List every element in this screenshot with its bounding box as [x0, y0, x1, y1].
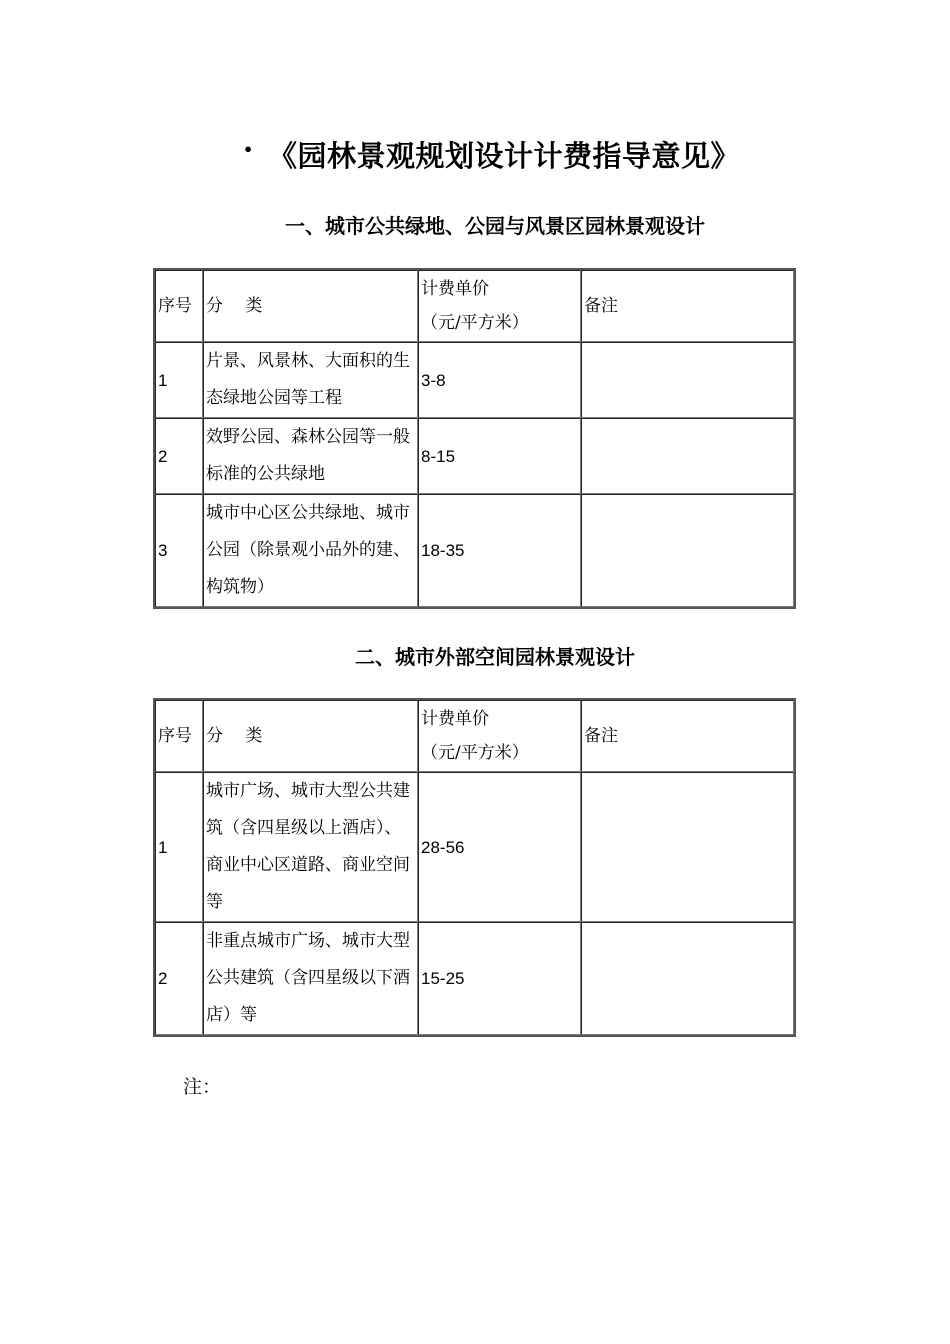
row-remark [581, 772, 794, 922]
row-category: 片景、风景林、大面积的生态绿地公园等工程 [203, 342, 418, 418]
table-header-row [155, 270, 794, 342]
title-bullet: • [243, 140, 254, 159]
row-price: 18-35 [418, 494, 581, 607]
row-seq: 2 [155, 922, 203, 1035]
note-label: 注： [183, 1076, 222, 1098]
row-category: 城市中心区公共绿地、城市公园（除景观小品外的建、构筑物） [203, 494, 418, 607]
row-remark [581, 494, 794, 607]
header-category: 分 类 [203, 700, 418, 772]
section-1-heading: 一、城市公共绿地、公园与风景区园林景观设计 [285, 214, 705, 238]
header-price-unit: （元/平方米） [421, 743, 529, 763]
row-price: 15-25 [418, 922, 581, 1035]
header-remark: 备注 [581, 270, 794, 342]
header-price [418, 270, 581, 342]
row-seq: 1 [155, 772, 203, 922]
table-row [155, 494, 794, 607]
row-remark [581, 418, 794, 494]
table-row [155, 418, 794, 494]
table-header-row [155, 700, 794, 772]
row-remark [581, 342, 794, 418]
document-title: 《园林景观规划设计计费指导意见》 [268, 139, 741, 173]
table-row [155, 772, 794, 922]
header-seq: 序号 [155, 270, 203, 342]
header-price-label: 计费单价 [421, 279, 489, 299]
row-category: 效野公园、森林公园等一般标准的公共绿地 [203, 418, 418, 494]
row-seq: 3 [155, 494, 203, 607]
row-category: 城市广场、城市大型公共建筑（含四星级以上酒店）、商业中心区道路、商业空间等 [203, 772, 418, 922]
row-seq: 2 [155, 418, 203, 494]
table-row [155, 342, 794, 418]
section-2-heading: 二、城市外部空间园林景观设计 [355, 645, 635, 669]
header-remark: 备注 [581, 700, 794, 772]
header-category: 分 类 [203, 270, 418, 342]
row-price: 28-56 [418, 772, 581, 922]
table-row [155, 922, 794, 1035]
row-price: 8-15 [418, 418, 581, 494]
row-price: 3-8 [418, 342, 581, 418]
header-price [418, 700, 581, 772]
row-category: 非重点城市广场、城市大型公共建筑（含四星级以下酒店）等 [203, 922, 418, 1035]
row-seq: 1 [155, 342, 203, 418]
header-seq: 序号 [155, 700, 203, 772]
header-price-unit: （元/平方米） [421, 313, 529, 333]
header-price-label: 计费单价 [421, 709, 489, 729]
fee-table-2 [153, 698, 796, 1037]
fee-table-1 [153, 268, 796, 609]
row-remark [581, 922, 794, 1035]
